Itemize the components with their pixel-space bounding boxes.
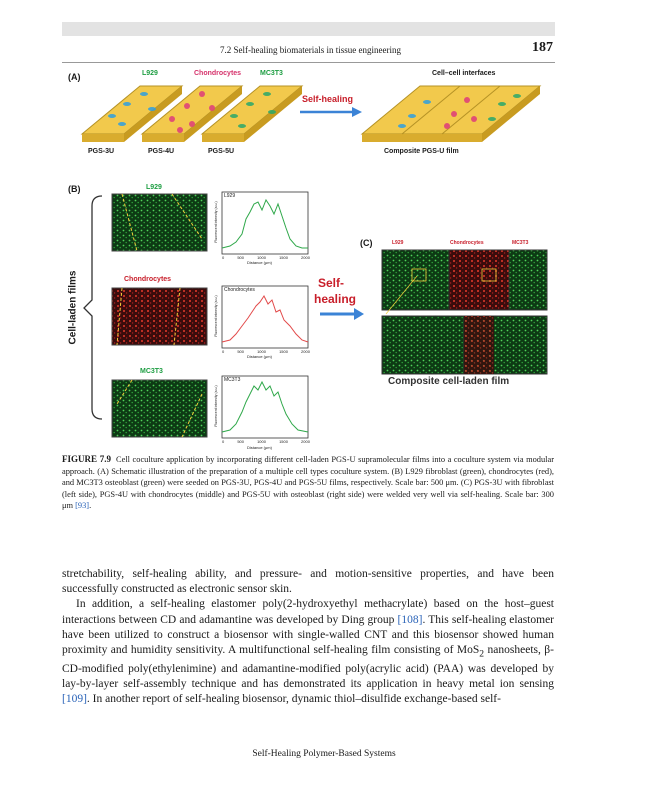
plot-xlabel-3: Distance (μm) (247, 445, 272, 450)
panel-a-interfaces-label: Cell–cell interfaces (432, 70, 496, 77)
p2-part-c: nanosheets, β-CD-modified poly(ethylenimine) and adamantine-modified poly(acrylic acid) (PAA) was developed by lay-by-layer self-assembly technique and has demonstrated its application in heavy metal ion sensing (62, 644, 554, 690)
plot-title-l929: L929 (224, 193, 236, 199)
composite-film-label: Composite PGS-U film (384, 148, 459, 155)
xtick: 500 (237, 255, 244, 260)
xtick: 1000 (257, 439, 266, 444)
plot-ylabel-1: Fluorescent intensity (a.u.) (214, 201, 218, 243)
self-healing-arrow-label-1: Self- (318, 276, 345, 290)
xtick: 2000 (301, 255, 310, 260)
plot-xlabel-2: Distance (μm) (247, 354, 272, 359)
paragraph-1: stretchability, self-healing ability, and pressure- and motion-sensitive properties, and have been successfully constructed as electronic sensor skin. (62, 568, 554, 596)
plot-mc3t3 (222, 376, 308, 438)
xtick: 0 (222, 349, 225, 354)
panel-a-arrow-label: Self-healing (302, 94, 354, 104)
panel-a-cell-l929: L929 (142, 70, 158, 77)
plot-xticks-3 (222, 439, 310, 444)
panel-b-row-chondrocytes: Chondrocytes (124, 276, 172, 283)
footer-book-title: Self-Healing Polymer-Based Systems (252, 749, 396, 759)
xtick: 1500 (279, 349, 288, 354)
ref-108[interactable]: [108] (397, 613, 423, 626)
plot-title-mc3t3: MC3T3 (224, 377, 241, 383)
xtick: 500 (237, 439, 244, 444)
panel-b-row-l929: L929 (146, 184, 162, 191)
panel-b-row-mc3t3: MC3T3 (140, 368, 163, 375)
film-pgs-3u: PGS-3U (88, 148, 115, 155)
panel-c-caption: Composite cell-laden film (388, 376, 510, 387)
plot-xlabel-1: Distance (μm) (247, 260, 272, 265)
plot-ylabel-3: Fluorescent intensity (a.u.) (214, 385, 218, 427)
panel-a-cell-chondrocytes: Chondrocytes (194, 70, 242, 77)
xtick: 500 (237, 349, 244, 354)
plot-chondrocytes (222, 286, 308, 348)
xtick: 2000 (301, 349, 310, 354)
figure-caption (62, 454, 554, 512)
caption-ref[interactable]: [93] (75, 501, 90, 511)
caption-end: . (89, 501, 92, 511)
panel-c-header-mc3t3: MC3T3 (512, 240, 529, 246)
panel-c-header-l929: L929 (392, 240, 404, 246)
plot-ylabel-2: Fluorescent intensity (a.u.) (214, 295, 218, 337)
xtick: 1500 (279, 439, 288, 444)
figure (62, 64, 554, 452)
header-bar (62, 22, 555, 36)
plot-l929 (222, 192, 308, 254)
xtick: 1500 (279, 255, 288, 260)
paragraph-2 (62, 597, 554, 707)
film-pgs-4u: PGS-4U (148, 148, 175, 155)
panel-c-label: (C) (360, 238, 373, 248)
xtick: 1000 (257, 349, 266, 354)
running-title: 7.2 Self-healing biomaterials in tissue engineering (220, 45, 401, 55)
running-header (62, 40, 555, 63)
caption-text: Cell coculture application by incorporating different cell-laden PGS-U supramolecular films into a coculture system via modular approach. (A) Schematic illustration of the preparation of a multiple cell types coculture system. (B) L929 fibroblast (green), chondrocytes (red), and MC3T3 osteoblast (green) were seeded on PGS-3U, PGS-4U and PGS-5U films, respectively. Scale bar: 500 μm. (C) PGS-3U with fibroblast (left side), PGS-4U with chondrocytes (middle) and PGS-5U with osteoblast (right side) were welded very well via self-healing. Scale bar: 300 μm (62, 455, 555, 511)
figure-label: FIGURE 7.9 (62, 454, 111, 464)
xtick: 0 (222, 255, 225, 260)
p2-part-d: . In another report of self-healing biosensor, dynamic thiol–disulfide exchange-based self- (86, 692, 501, 705)
plot-title-chondrocytes: Chondrocytes (224, 287, 255, 293)
p2-part-a: In addition, a self-healing elastomer poly(2-hydroxyethyl methacrylate) based on the host–guest interactions between CD and adamantine was developed by Ding group (62, 598, 554, 626)
subscript-2: 2 (479, 648, 485, 660)
self-healing-arrow-label-2: healing (314, 292, 357, 306)
panel-b-label: (B) (68, 184, 81, 194)
panel-c-header-chondrocytes: Chondrocytes (450, 240, 484, 246)
ref-109[interactable]: [109] (62, 692, 87, 705)
xtick: 1000 (257, 255, 266, 260)
body-text (62, 567, 554, 707)
p2-part-b: . This self-healing elastomer have been utilized to construct a biosensor with single-walled CNT and this biosensor showed human proximity and humidity sensitivity. A multifunctional self-healing film consisting of MoS (62, 613, 555, 657)
panel-a-label: (A) (68, 72, 81, 82)
xtick: 2000 (301, 439, 310, 444)
page-number: 187 (532, 40, 553, 55)
film-pgs-5u: PGS-5U (208, 148, 235, 155)
panel-b-side-label: Cell-laden films (67, 270, 79, 345)
panel-a-cell-mc3t3: MC3T3 (260, 70, 283, 77)
xtick: 0 (222, 439, 225, 444)
